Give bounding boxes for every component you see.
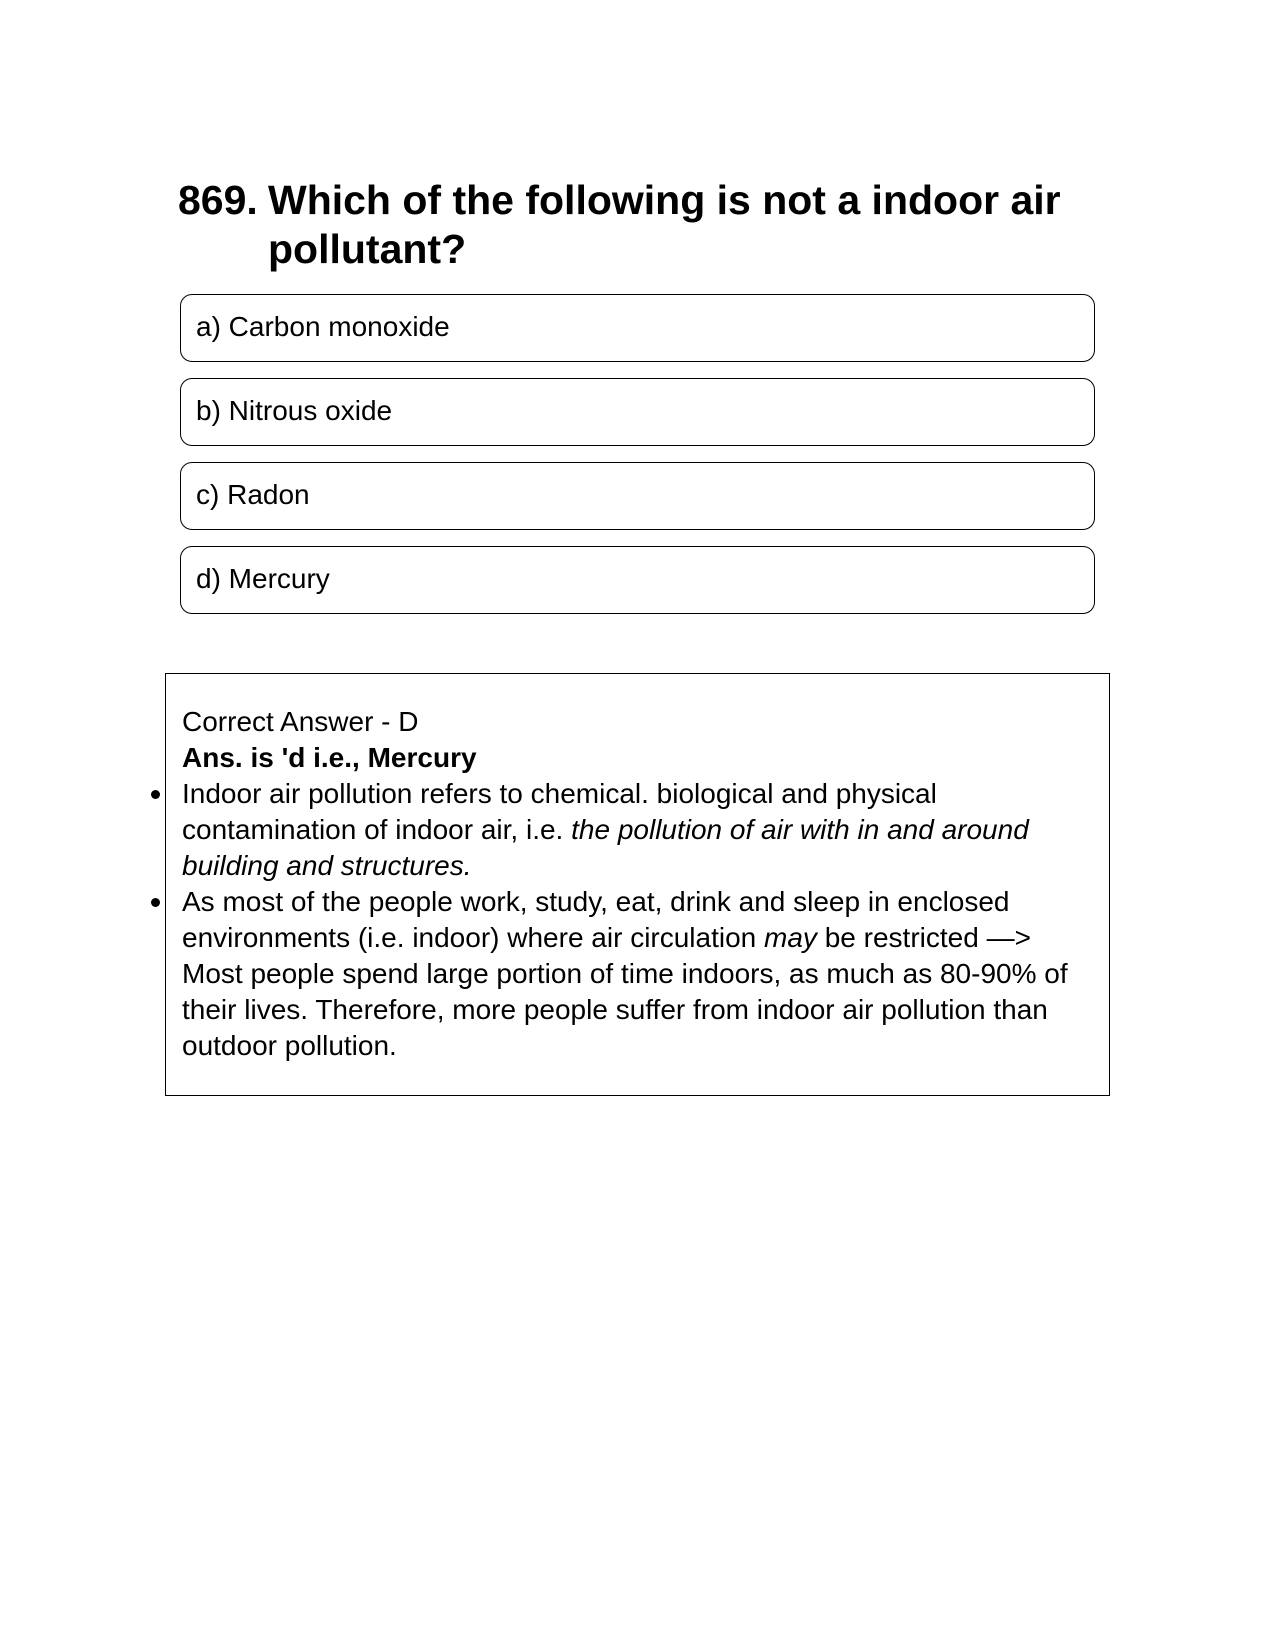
bullet-1-text: Indoor air pollution refers to chemical. biological and physical contamination of indoor air, i.e. [182,778,937,845]
option-c[interactable]: c) Radon [180,462,1095,530]
bullet-2-text-part2: be restricted —> Most people spend large portion of time indoors, as much as 80-90% of their lives. Therefore, more people suffer from indoor air pollution than outdoor pollution. [182,922,1068,1061]
question-number: 869. [178,177,258,223]
bullet-dot-icon [151,790,160,799]
bullet-dot-icon [151,898,160,907]
explanation-title: Ans. is 'd i.e., Mercury [182,742,477,773]
question-heading [178,176,1098,274]
explanation-bullet-1 [182,776,1095,884]
explanation-bullets [182,776,1095,1064]
options-list [180,294,1095,630]
option-b[interactable]: b) Nitrous oxide [180,378,1095,446]
question-text: Which of the following is not a indoor air pollutant? [268,177,1061,272]
bullet-1-italic-text: the pollution of air with in and around building and structures. [182,814,1029,881]
answer-explanation-box [165,673,1110,1096]
option-d[interactable]: d) Mercury [180,546,1095,614]
option-a[interactable]: a) Carbon monoxide [180,294,1095,362]
bullet-2-text-part1: As most of the people work, study, eat, drink and sleep in enclosed environments (i.e. indoor) where air circulation [182,886,1010,953]
bullet-2-italic-text: may [764,922,817,953]
correct-answer-line: Correct Answer - D [182,706,419,737]
explanation-bullet-2 [182,884,1095,1064]
